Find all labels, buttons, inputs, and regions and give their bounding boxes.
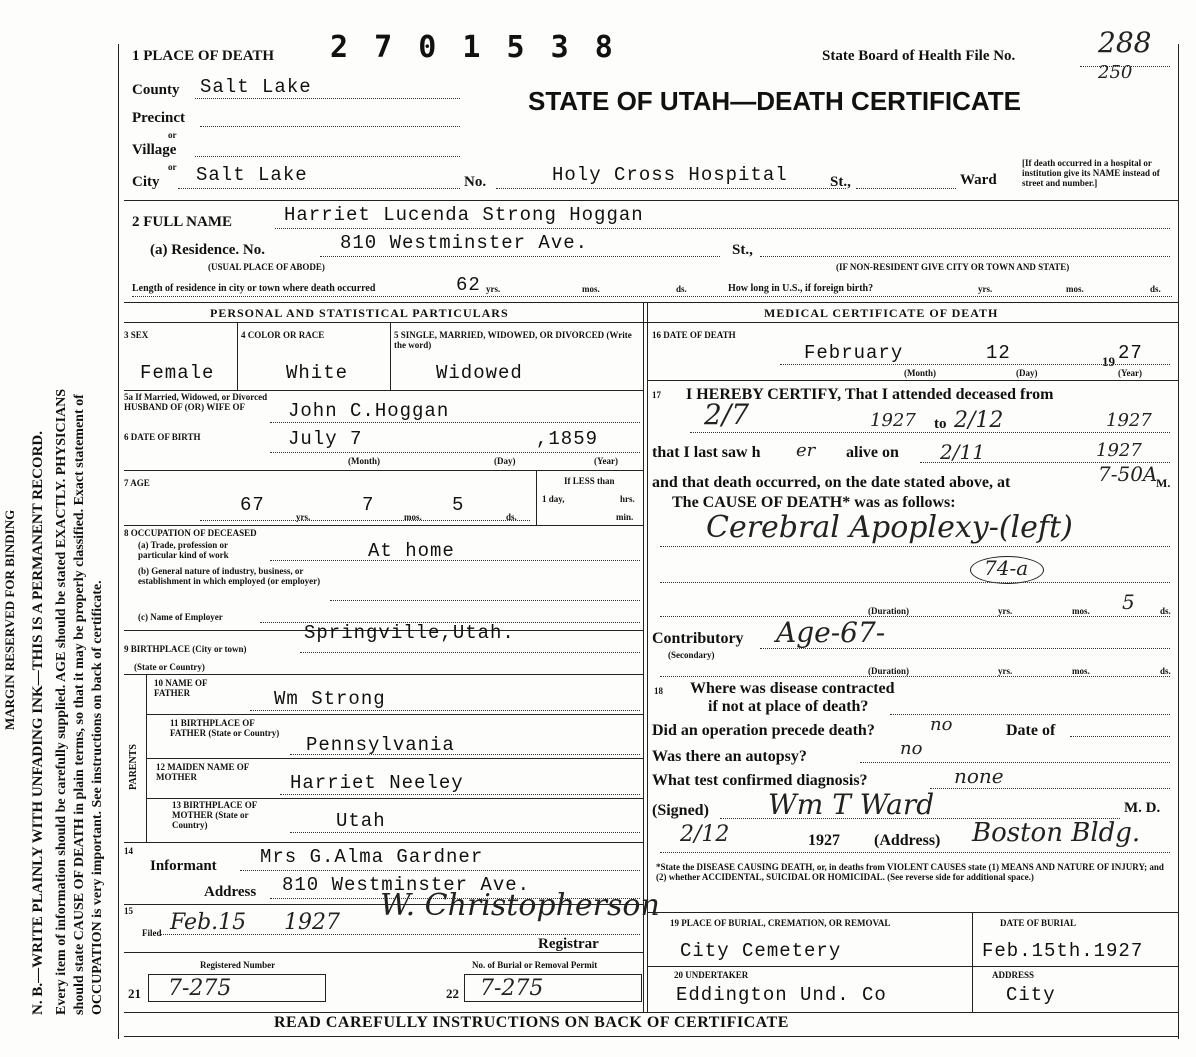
color-value: White [286, 362, 349, 384]
cause-of-death-value: Cerebral Apoplexy-(left) [706, 510, 1073, 545]
full-name-value: Harriet Lucenda Strong Hoggan [284, 204, 644, 226]
non-resident-note: (IF NON-RESIDENT GIVE CITY OR TOWN AND STATE) [836, 262, 1070, 272]
autopsy-value: no [900, 738, 923, 759]
where-contracted-label: Where was disease contracted [690, 680, 895, 697]
age-days: 5 [452, 494, 465, 516]
mother-birthplace-value: Utah [336, 810, 386, 832]
employer-label: (c) Name of Employer [138, 612, 223, 622]
no-label: No. [464, 174, 487, 190]
attended-from-year: 1927 [870, 410, 916, 431]
physician-signature: Wm T Ward [768, 788, 935, 821]
certificate-title: STATE OF UTAH—DEATH CERTIFICATE [528, 86, 1021, 116]
contributory-label: Contributory [652, 630, 744, 647]
file-no-label: State Board of Health File No. [822, 48, 1016, 64]
occupation-value: At home [368, 540, 455, 562]
age-months: 7 [362, 494, 375, 516]
alive-on-year: 1927 [1096, 440, 1142, 461]
attended-from-value: 2/7 [704, 398, 750, 431]
father-label: 10 NAME OF FATHER [154, 678, 208, 698]
burial-place-label: 19 PLACE OF BURIAL, CREMATION, OR REMOVAL [670, 918, 891, 928]
city-label: City [132, 174, 160, 190]
filed-label: Filed [142, 928, 162, 938]
father-birthplace-value: Pennsylvania [306, 734, 455, 756]
left-border [118, 44, 119, 1039]
mother-label: 12 MAIDEN NAME OF MOTHER [156, 762, 249, 782]
spouse-value: John C.Hoggan [288, 400, 450, 422]
occupation-label: 8 OCCUPATION OF DECEASED [124, 528, 257, 538]
footer-instructions: READ CAREFULLY INSTRUCTIONS ON BACK OF CERTIFICATE [274, 1014, 789, 1031]
county-value: Salt Lake [200, 76, 312, 98]
signed-year-value: 1927 [808, 832, 840, 849]
residence-label: (a) Residence. No. [150, 242, 265, 258]
registered-number-value: 7-275 [168, 976, 232, 1001]
binding-margin-text: MARGIN RESERVED FOR BINDING [2, 509, 17, 730]
file-no-value: 288 [1098, 26, 1152, 59]
burial-place-value: City Cemetery [680, 940, 842, 962]
margin-instruction-1: N. B.—WRITE PLAINLY WITH UNFADING INK—THIS IS A PERMANENT RECORD. [30, 431, 46, 1015]
length-of-residence-value: 62 [456, 274, 481, 296]
full-name-label: 2 FULL NAME [132, 214, 233, 230]
usual-place-note: (USUAL PLACE OF ABODE) [208, 262, 325, 272]
death-time-value: 7-50A [1098, 462, 1158, 486]
cause-footnote: *State the DISEASE CAUSING DEATH, or, in deaths from VIOLENT CAUSES state (1) MEANS AND NATURE OF INJURY; and (2) whether ACCIDENTAL, SUICIDAL OR HOMICIDAL. (See reverse side for additional space.) [656, 862, 1164, 882]
operation-label: Did an operation precede death? [652, 722, 875, 739]
city-value: Salt Lake [196, 164, 308, 186]
marital-value: Widowed [436, 362, 523, 384]
hospital-value: Holy Cross Hospital [552, 164, 788, 186]
ward-note: [If death occurred in a hospital or institution give its NAME instead of street and number.] [1022, 158, 1160, 188]
operation-value: no [930, 714, 953, 735]
right-border [1178, 44, 1179, 1039]
informant-value: Mrs G.Alma Gardner [260, 846, 484, 868]
duration-days-value: 5 [1122, 590, 1135, 614]
filed-year-value: 1927 [284, 910, 340, 935]
mother-birthplace-label: 13 BIRTHPLACE OF MOTHER (State or Country) [172, 800, 257, 830]
attended-to-year: 1927 [1106, 410, 1152, 431]
father-value: Wm Strong [274, 688, 386, 710]
test-confirmed-value: none [954, 764, 1004, 788]
parents-label: PARENTS [128, 744, 139, 790]
registered-number-label: Registered Number [200, 960, 276, 970]
village-label: Village [132, 142, 177, 158]
cause-code-value: 74-a [984, 556, 1029, 580]
death-time-label: and that death occurred, on the date stated above, at [652, 474, 1011, 491]
length-of-residence-label: Length of residence in city or town where death occurred [132, 283, 376, 294]
age-years: 67 [240, 494, 265, 516]
birthplace-value: Springville,Utah. [304, 622, 515, 644]
burial-date-value: Feb.15th.1927 [982, 940, 1144, 962]
last-saw-pronoun: er [796, 440, 816, 461]
if-less-than-label: If LESS than [564, 476, 615, 486]
burial-date-label: DATE OF BURIAL [1000, 918, 1077, 928]
autopsy-label: Was there an autopsy? [652, 748, 807, 765]
undertaker-address-value: City [1006, 984, 1056, 1006]
informant-address-value: 810 Westminster Ave. [282, 874, 531, 896]
color-label: 4 COLOR OR RACE [241, 330, 325, 340]
death-month-value: February [804, 342, 904, 364]
margin-instruction-4: OCCUPATION is very important. See instructions on back of certificate. [90, 580, 105, 1015]
registrar-label: Registrar [538, 936, 599, 952]
undertaker-value: Eddington Und. Co [676, 984, 887, 1006]
place-of-death-label: 1 PLACE OF DEATH [132, 48, 275, 64]
county-label: County [132, 82, 180, 98]
contributory-value: Age-67- [776, 616, 886, 649]
signed-label: (Signed) [652, 802, 709, 819]
sex-value: Female [140, 362, 215, 384]
filed-date-value: Feb.15 [170, 910, 247, 935]
dob-label: 6 DATE OF BIRTH [124, 432, 201, 442]
spouse-label: 5a If Married, Widowed, or Divorced HUSBAND OF (OR) WIFE OF [124, 392, 268, 412]
dob-year: ,1859 [536, 428, 599, 450]
file-no-value-secondary: 250 [1098, 62, 1133, 83]
alive-on-value: 2/11 [940, 440, 985, 464]
certify-text: I HEREBY CERTIFY, That I attended deceased from [686, 386, 1054, 403]
age-label: 7 AGE [124, 478, 150, 488]
margin-instruction-2: Every item of information should be carefully supplied. AGE should be stated EXACTLY. PHYSICIANS [54, 388, 69, 1015]
cause-of-death-label: The CAUSE OF DEATH* was as follows: [672, 494, 956, 511]
date-of-death-label: 16 DATE OF DEATH [652, 330, 736, 340]
death-year-value: 27 [1118, 342, 1143, 364]
mother-value: Harriet Neeley [290, 772, 464, 794]
test-confirmed-label: What test confirmed diagnosis? [652, 772, 868, 789]
ward-label: Ward [960, 172, 997, 188]
occupation-a-label: (a) Trade, profession or particular kind of work [138, 540, 229, 560]
precinct-label: Precinct [132, 110, 186, 126]
medical-section-title: MEDICAL CERTIFICATE OF DEATH [764, 306, 999, 320]
occupation-b-label: (b) General nature of industry, business, or establishment in which employed (or employer) [138, 566, 321, 586]
undertaker-address-label: ADDRESS [992, 970, 1035, 980]
marital-label: 5 SINGLE, MARRIED, WIDOWED, OR DIVORCED (Write the word) [394, 330, 632, 350]
informant-address-label: Address [204, 884, 257, 900]
last-saw-label: that I last saw h [652, 444, 761, 461]
father-birthplace-label: 11 BIRTHPLACE OF FATHER (State or Country) [170, 718, 280, 738]
burial-permit-value: 7-275 [480, 976, 544, 1001]
dob-value: July 7 [288, 428, 363, 450]
sex-label: 3 SEX [124, 330, 149, 340]
physician-address-value: Boston Bldg. [972, 818, 1141, 848]
attended-to-value: 2/12 [954, 408, 1004, 433]
registrar-signature: W. Christopherson [380, 888, 660, 923]
margin-instruction-3: should state CAUSE OF DEATH in plain terms, so that it may be properly classified. Exact statement of [72, 394, 87, 1015]
personal-section-title: PERSONAL AND STATISTICAL PARTICULARS [210, 306, 509, 320]
birthplace-label: 9 BIRTHPLACE (City or town) [124, 644, 247, 654]
undertaker-label: 20 UNDERTAKER [674, 970, 749, 980]
residence-value: 810 Westminster Ave. [340, 232, 589, 254]
signed-date-value: 2/12 [680, 822, 730, 847]
certificate-stamp-number: 2 7 0 1 5 3 8 [330, 30, 617, 65]
burial-permit-label: No. of Burial or Removal Permit [472, 960, 598, 970]
informant-label: Informant [150, 858, 217, 874]
death-day-value: 12 [986, 342, 1011, 364]
how-long-in-us-label: How long in U.S., if foreign birth? [728, 283, 874, 294]
